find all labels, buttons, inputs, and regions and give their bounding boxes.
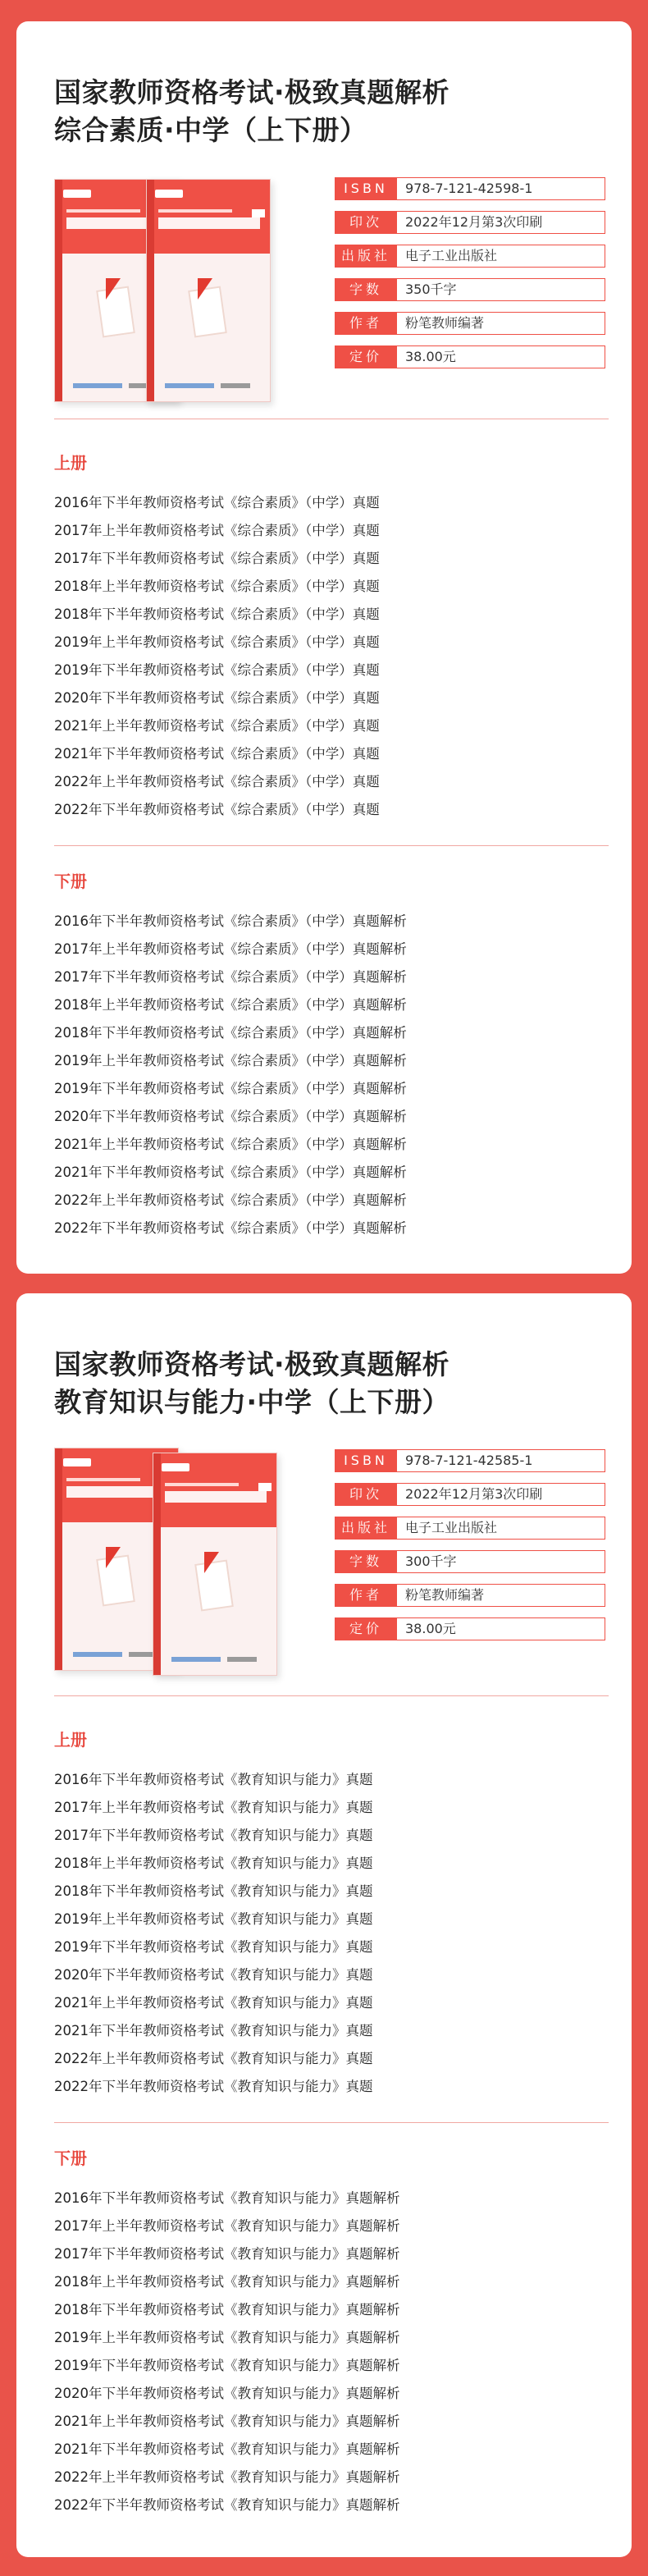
contents-list-vol1 bbox=[54, 489, 380, 824]
title-line-2: 教育知识与能力·中学（上下册） bbox=[54, 1386, 450, 1418]
list-item: 2021年上半年教师资格考试《教育知识与能力》真题解析 bbox=[54, 2414, 400, 2429]
list-item: 2016年下半年教师资格考试《综合素质》（中学）真题解析 bbox=[54, 913, 407, 929]
list-item: 2019年下半年教师资格考试《教育知识与能力》真题 bbox=[54, 1939, 373, 1955]
list-item: 2022年下半年教师资格考试《教育知识与能力》真题 bbox=[54, 2079, 373, 2094]
spec-key: 印次 bbox=[335, 1483, 397, 1506]
list-item: 2016年下半年教师资格考试《教育知识与能力》真题 bbox=[54, 1772, 373, 1787]
spec-value: 350千字 bbox=[397, 278, 605, 301]
list-item: 2022年下半年教师资格考试《综合素质》（中学）真题解析 bbox=[54, 1220, 407, 1236]
title-line-1: 国家教师资格考试·极致真题解析 bbox=[54, 1348, 450, 1380]
list-item: 2017年下半年教师资格考试《综合素质》（中学）真题解析 bbox=[54, 969, 407, 985]
spec-value: 2022年12月第3次印刷 bbox=[397, 211, 605, 234]
spec-value: 粉笔教师编著 bbox=[397, 1584, 605, 1607]
spec-row-publisher bbox=[335, 1517, 605, 1540]
list-item: 2017年上半年教师资格考试《综合素质》（中学）真题 bbox=[54, 523, 380, 538]
spec-value: 978-7-121-42585-1 bbox=[397, 1449, 605, 1472]
book-cover-images bbox=[54, 164, 317, 402]
spec-value: 38.00元 bbox=[397, 1617, 605, 1640]
list-item: 2016年下半年教师资格考试《综合素质》（中学）真题 bbox=[54, 495, 380, 510]
spec-row-print bbox=[335, 211, 605, 234]
spec-row-isbn bbox=[335, 177, 605, 200]
list-item: 2017年上半年教师资格考试《教育知识与能力》真题解析 bbox=[54, 2218, 400, 2234]
list-item: 2017年下半年教师资格考试《教育知识与能力》真题解析 bbox=[54, 2246, 400, 2262]
spec-key: 字数 bbox=[335, 278, 397, 301]
divider bbox=[54, 845, 609, 846]
spec-key: 作者 bbox=[335, 312, 397, 335]
list-item: 2019年下半年教师资格考试《综合素质》（中学）真题解析 bbox=[54, 1081, 407, 1096]
spec-key: 印次 bbox=[335, 211, 397, 234]
list-item: 2020年下半年教师资格考试《综合素质》（中学）真题解析 bbox=[54, 1109, 407, 1124]
spec-row-author bbox=[335, 312, 605, 335]
spec-table bbox=[335, 177, 605, 379]
divider bbox=[54, 1695, 609, 1696]
spec-key: 定价 bbox=[335, 1617, 397, 1640]
list-item: 2022年下半年教师资格考试《教育知识与能力》真题解析 bbox=[54, 2497, 400, 2513]
section-label-vol2: 下册 bbox=[54, 872, 87, 891]
spec-value: 978-7-121-42598-1 bbox=[397, 177, 605, 200]
book-cover-images bbox=[54, 1433, 317, 1671]
list-item: 2019年下半年教师资格考试《教育知识与能力》真题解析 bbox=[54, 2358, 400, 2373]
list-item: 2022年上半年教师资格考试《教育知识与能力》真题 bbox=[54, 2051, 373, 2066]
list-item: 2018年下半年教师资格考试《教育知识与能力》真题 bbox=[54, 1883, 373, 1899]
list-item: 2018年上半年教师资格考试《综合素质》（中学）真题解析 bbox=[54, 997, 407, 1013]
list-item: 2022年上半年教师资格考试《综合素质》（中学）真题解析 bbox=[54, 1192, 407, 1208]
contents-list-vol2 bbox=[54, 2185, 400, 2519]
list-item: 2021年下半年教师资格考试《综合素质》（中学）真题 bbox=[54, 746, 380, 762]
list-item: 2017年上半年教师资格考试《教育知识与能力》真题 bbox=[54, 1800, 373, 1815]
list-item: 2021年上半年教师资格考试《综合素质》（中学）真题解析 bbox=[54, 1137, 407, 1152]
list-item: 2018年下半年教师资格考试《教育知识与能力》真题解析 bbox=[54, 2302, 400, 2317]
spec-row-price bbox=[335, 1617, 605, 1640]
spec-value: 电子工业出版社 bbox=[397, 245, 605, 268]
book-card-1 bbox=[16, 21, 632, 1274]
title-line-2: 综合素质·中学（上下册） bbox=[54, 114, 367, 146]
list-item: 2018年上半年教师资格考试《教育知识与能力》真题 bbox=[54, 1855, 373, 1871]
list-item: 2019年上半年教师资格考试《综合素质》（中学）真题解析 bbox=[54, 1053, 407, 1068]
spec-table bbox=[335, 1449, 605, 1651]
contents-list-vol1 bbox=[54, 1766, 373, 2101]
list-item: 2022年上半年教师资格考试《教育知识与能力》真题解析 bbox=[54, 2469, 400, 2485]
spec-value: 2022年12月第3次印刷 bbox=[397, 1483, 605, 1506]
list-item: 2018年上半年教师资格考试《综合素质》（中学）真题 bbox=[54, 579, 380, 594]
spec-row-publisher bbox=[335, 245, 605, 268]
list-item: 2019年下半年教师资格考试《综合素质》（中学）真题 bbox=[54, 662, 380, 678]
spec-key: 定价 bbox=[335, 345, 397, 368]
spec-key: 出版社 bbox=[335, 245, 397, 268]
list-item: 2017年下半年教师资格考试《综合素质》（中学）真题 bbox=[54, 551, 380, 566]
list-item: 2022年上半年教师资格考试《综合素质》（中学）真题 bbox=[54, 774, 380, 789]
list-item: 2021年下半年教师资格考试《综合素质》（中学）真题解析 bbox=[54, 1164, 407, 1180]
list-item: 2021年上半年教师资格考试《综合素质》（中学）真题 bbox=[54, 718, 380, 734]
book-title bbox=[54, 74, 449, 149]
spec-key: 字数 bbox=[335, 1550, 397, 1573]
spec-value: 38.00元 bbox=[397, 345, 605, 368]
section-label-vol2: 下册 bbox=[54, 2148, 87, 2168]
book-card-2 bbox=[16, 1293, 632, 2557]
list-item: 2020年下半年教师资格考试《教育知识与能力》真题解析 bbox=[54, 2386, 400, 2401]
spec-value: 电子工业出版社 bbox=[397, 1517, 605, 1540]
contents-list-vol2 bbox=[54, 908, 407, 1242]
spec-value: 粉笔教师编著 bbox=[397, 312, 605, 335]
spec-key: ISBN bbox=[335, 1449, 397, 1472]
section-label-vol1: 上册 bbox=[54, 1730, 87, 1750]
spec-row-isbn bbox=[335, 1449, 605, 1472]
spec-key: ISBN bbox=[335, 177, 397, 200]
list-item: 2020年下半年教师资格考试《教育知识与能力》真题 bbox=[54, 1967, 373, 1983]
list-item: 2019年上半年教师资格考试《教育知识与能力》真题解析 bbox=[54, 2330, 400, 2345]
spec-row-print bbox=[335, 1483, 605, 1506]
list-item: 2020年下半年教师资格考试《综合素质》（中学）真题 bbox=[54, 690, 380, 706]
spec-key: 出版社 bbox=[335, 1517, 397, 1540]
title-line-1: 国家教师资格考试·极致真题解析 bbox=[54, 76, 450, 108]
book-cover-volume-2 bbox=[153, 1453, 277, 1676]
divider bbox=[54, 2122, 609, 2123]
list-item: 2019年上半年教师资格考试《综合素质》（中学）真题 bbox=[54, 634, 380, 650]
list-item: 2021年上半年教师资格考试《教育知识与能力》真题 bbox=[54, 1995, 373, 2011]
list-item: 2021年下半年教师资格考试《教育知识与能力》真题 bbox=[54, 2023, 373, 2038]
list-item: 2017年下半年教师资格考试《教育知识与能力》真题 bbox=[54, 1828, 373, 1843]
list-item: 2018年上半年教师资格考试《教育知识与能力》真题解析 bbox=[54, 2274, 400, 2290]
book-title bbox=[54, 1346, 449, 1421]
list-item: 2021年下半年教师资格考试《教育知识与能力》真题解析 bbox=[54, 2441, 400, 2457]
list-item: 2017年上半年教师资格考试《综合素质》（中学）真题解析 bbox=[54, 941, 407, 957]
spec-key: 作者 bbox=[335, 1584, 397, 1607]
section-label-vol1: 上册 bbox=[54, 453, 87, 473]
list-item: 2018年下半年教师资格考试《综合素质》（中学）真题解析 bbox=[54, 1025, 407, 1041]
spec-row-price bbox=[335, 345, 605, 368]
book-cover-volume-2 bbox=[146, 179, 271, 402]
spec-row-author bbox=[335, 1584, 605, 1607]
list-item: 2018年下半年教师资格考试《综合素质》（中学）真题 bbox=[54, 606, 380, 622]
spec-value: 300千字 bbox=[397, 1550, 605, 1573]
spec-row-wordcount bbox=[335, 278, 605, 301]
spec-row-wordcount bbox=[335, 1550, 605, 1573]
list-item: 2019年上半年教师资格考试《教育知识与能力》真题 bbox=[54, 1911, 373, 1927]
list-item: 2022年下半年教师资格考试《综合素质》（中学）真题 bbox=[54, 802, 380, 817]
list-item: 2016年下半年教师资格考试《教育知识与能力》真题解析 bbox=[54, 2190, 400, 2206]
